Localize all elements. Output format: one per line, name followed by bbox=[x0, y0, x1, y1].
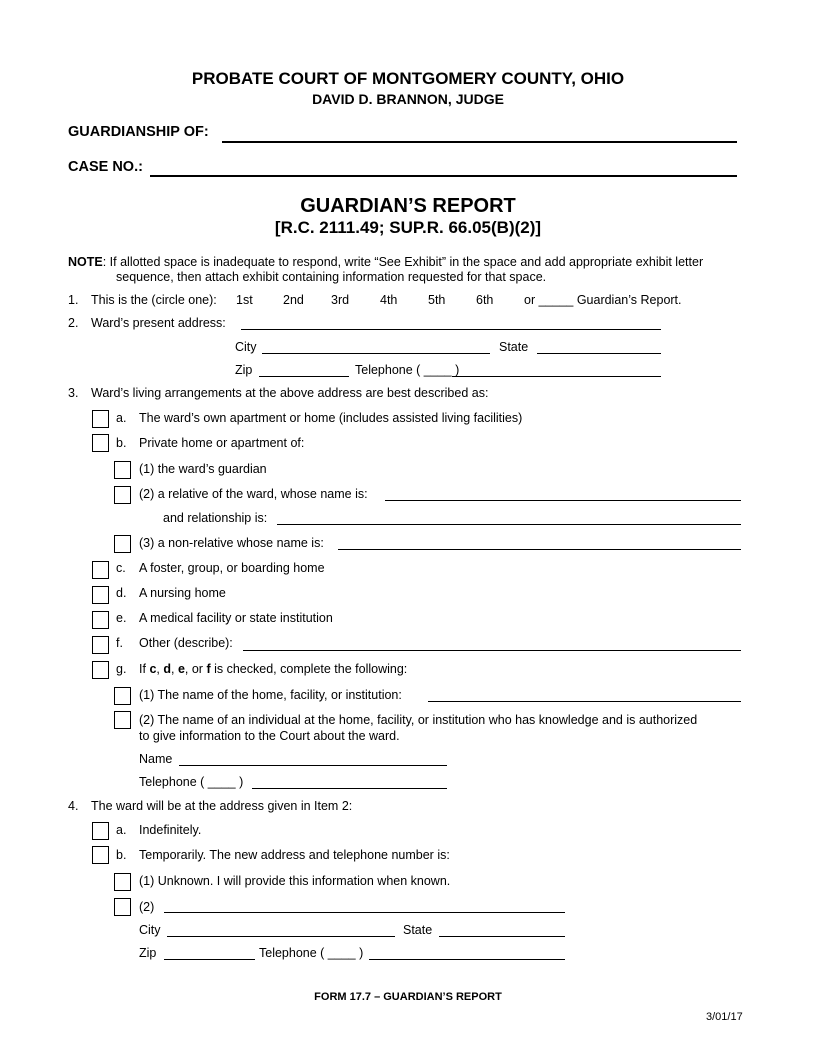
relationship-field[interactable] bbox=[277, 524, 741, 525]
item3a-text: The ward’s own apartment or home (includes assisted living facilities) bbox=[139, 411, 523, 425]
checkbox-3b3[interactable] bbox=[114, 535, 131, 553]
contact-name-field[interactable] bbox=[179, 765, 447, 766]
report-option-5th[interactable]: 5th bbox=[428, 293, 446, 307]
item3b2-text: (2) a relative of the ward, whose name is: bbox=[139, 487, 368, 501]
report-option-4th[interactable]: 4th bbox=[380, 293, 398, 307]
note-text-2: sequence, then attach exhibit containing information requested for that space. bbox=[116, 270, 547, 284]
checkbox-3f[interactable] bbox=[92, 636, 109, 654]
relative-name-field[interactable] bbox=[385, 500, 741, 501]
item3g2-text-2: to give information to the Court about the ward. bbox=[139, 729, 400, 743]
item3c-text: A foster, group, or boarding home bbox=[139, 561, 325, 575]
item3d-text: A nursing home bbox=[139, 586, 226, 600]
item4a-text: Indefinitely. bbox=[139, 823, 202, 837]
report-option-6th[interactable]: 6th bbox=[476, 293, 494, 307]
report-option-1st[interactable]: 1st bbox=[236, 293, 253, 307]
judge-name: DAVID D. BRANNON, JUDGE bbox=[312, 91, 504, 107]
zip-label: Zip bbox=[235, 363, 253, 377]
living-arrangement-label: Ward’s living arrangements at the above address are best described as: bbox=[91, 386, 489, 400]
case-number-field[interactable] bbox=[150, 175, 737, 177]
new-telephone-label: Telephone ( ____ ) bbox=[259, 946, 364, 960]
report-option-3rd[interactable]: 3rd bbox=[331, 293, 350, 307]
address-label: Ward’s present address: bbox=[91, 316, 226, 330]
zip-field[interactable] bbox=[259, 376, 349, 377]
guardianship-label: GUARDIANSHIP OF: bbox=[68, 124, 209, 140]
case-label: CASE NO.: bbox=[68, 159, 143, 175]
report-option-other[interactable]: or _____ Guardian’s Report. bbox=[524, 293, 682, 307]
guardianship-field[interactable] bbox=[222, 141, 737, 143]
item3g1-text: (1) The name of the home, facility, or institution: bbox=[139, 688, 402, 702]
item4b-letter: b. bbox=[116, 848, 127, 862]
item3f-letter: f. bbox=[116, 636, 123, 650]
item3e-letter: e. bbox=[116, 611, 127, 625]
non-relative-name-field[interactable] bbox=[338, 549, 741, 550]
item3f-text: Other (describe): bbox=[139, 636, 233, 650]
new-zip-label: Zip bbox=[139, 946, 157, 960]
footer-form-name: FORM 17.7 – GUARDIAN’S REPORT bbox=[314, 991, 502, 1003]
note-label: NOTE bbox=[68, 255, 103, 269]
item4a-letter: a. bbox=[116, 823, 127, 837]
facility-name-field[interactable] bbox=[428, 701, 741, 702]
item3b3-text: (3) a non-relative whose name is: bbox=[139, 536, 324, 550]
item3g-text: If c, d, e, or f is checked, complete the following: bbox=[139, 662, 408, 676]
relationship-label: and relationship is: bbox=[163, 511, 268, 525]
item3g-letter: g. bbox=[116, 662, 127, 676]
item4-label: The ward will be at the address given in Item 2: bbox=[91, 799, 353, 813]
form-title: GUARDIAN’S REPORT bbox=[300, 195, 516, 217]
item4b-text: Temporarily. The new address and telephone number is: bbox=[139, 848, 450, 862]
item3e-text: A medical facility or state institution bbox=[139, 611, 333, 625]
checkbox-3g2[interactable] bbox=[114, 711, 131, 729]
item3g2-text-1: (2) The name of an individual at the home, facility, or institution who has knowledge and is authorized bbox=[139, 713, 698, 727]
checkbox-3g1[interactable] bbox=[114, 687, 131, 705]
item1-text: This is the (circle one): bbox=[91, 293, 217, 307]
checkbox-3b1[interactable] bbox=[114, 461, 131, 479]
checkbox-3c[interactable] bbox=[92, 561, 109, 579]
address-field[interactable] bbox=[241, 329, 661, 330]
note-text-1: : If allotted space is inadequate to respond, write “See Exhibit” in the space and add appropriate exhibit letter bbox=[102, 255, 704, 269]
item3b-letter: b. bbox=[116, 436, 127, 450]
state-field[interactable] bbox=[537, 353, 661, 354]
state-label: State bbox=[499, 340, 529, 354]
item4b1-text: (1) Unknown. I will provide this information when known. bbox=[139, 874, 451, 888]
item3b1-text: (1) the ward’s guardian bbox=[139, 462, 267, 476]
new-state-field[interactable] bbox=[439, 936, 565, 937]
checkbox-3a[interactable] bbox=[92, 410, 109, 428]
checkbox-3d[interactable] bbox=[92, 586, 109, 604]
item1-number: 1. bbox=[68, 293, 79, 307]
other-describe-field[interactable] bbox=[243, 650, 741, 651]
new-zip-field[interactable] bbox=[164, 959, 255, 960]
new-telephone-field[interactable] bbox=[369, 959, 565, 960]
item3c-letter: c. bbox=[116, 561, 126, 575]
telephone-label: Telephone ( ____ ) bbox=[355, 363, 460, 377]
item3d-letter: d. bbox=[116, 586, 127, 600]
checkbox-3e[interactable] bbox=[92, 611, 109, 629]
city-field[interactable] bbox=[262, 353, 490, 354]
item3a-letter: a. bbox=[116, 411, 127, 425]
new-city-field[interactable] bbox=[167, 936, 395, 937]
new-city-label: City bbox=[139, 923, 161, 937]
checkbox-3b[interactable] bbox=[92, 434, 109, 452]
checkbox-4b[interactable] bbox=[92, 846, 109, 864]
form-citation: [R.C. 2111.49; SUP.R. 66.05(B)(2)] bbox=[274, 218, 542, 237]
new-state-label: State bbox=[403, 923, 433, 937]
item3b-text: Private home or apartment of: bbox=[139, 436, 305, 450]
item3-number: 3. bbox=[68, 386, 79, 400]
item2-number: 2. bbox=[68, 316, 79, 330]
checkbox-3g[interactable] bbox=[92, 661, 109, 679]
item4b2-text: (2) bbox=[139, 900, 155, 914]
contact-telephone-field[interactable] bbox=[252, 788, 447, 789]
report-option-2nd[interactable]: 2nd bbox=[283, 293, 304, 307]
checkbox-4b1[interactable] bbox=[114, 873, 131, 891]
checkbox-3b2[interactable] bbox=[114, 486, 131, 504]
checkbox-4a[interactable] bbox=[92, 822, 109, 840]
telephone-field[interactable] bbox=[452, 376, 661, 377]
checkbox-4b2[interactable] bbox=[114, 898, 131, 916]
city-label: City bbox=[235, 340, 257, 354]
contact-name-label: Name bbox=[139, 752, 173, 766]
court-name: PROBATE COURT OF MONTGOMERY COUNTY, OHIO bbox=[191, 69, 625, 88]
item4-number: 4. bbox=[68, 799, 79, 813]
contact-telephone-label: Telephone ( ____ ) bbox=[139, 775, 244, 789]
footer-revision-date: 3/01/17 bbox=[706, 1011, 743, 1023]
new-address-field[interactable] bbox=[164, 912, 565, 913]
